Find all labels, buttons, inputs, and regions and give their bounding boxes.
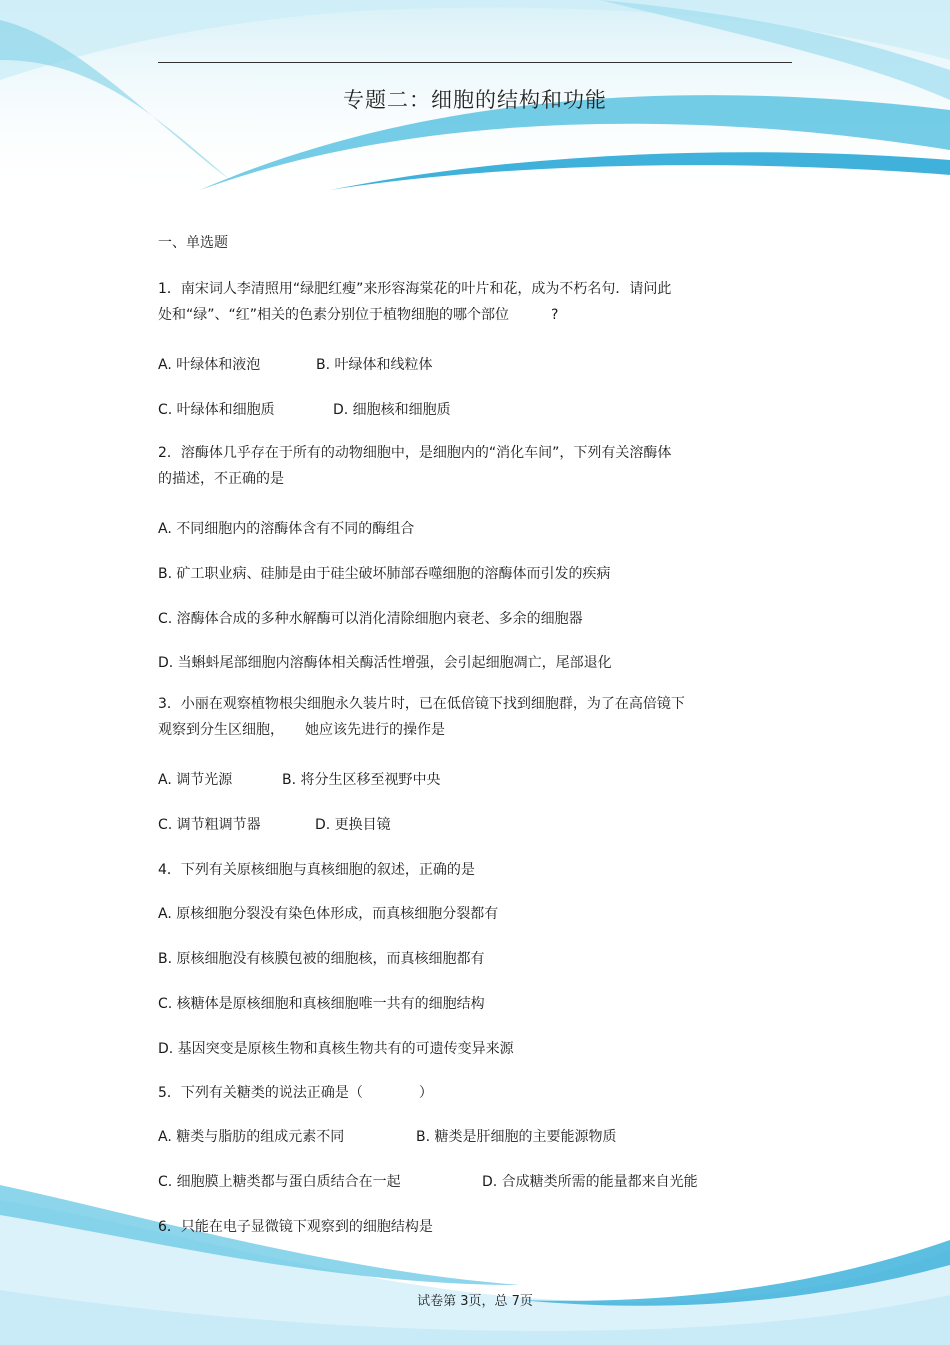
question-4-option-a: A. 原核细胞分裂没有染色体形成，而真核细胞分裂都有 <box>158 906 499 922</box>
question-1-option-c: C. 叶绿体和细胞质 <box>158 402 275 418</box>
question-2-option-b: B. 矿工职业病、硅肺是由于硅尘破坏肺部吞噬细胞的溶酶体而引发的疾病 <box>158 566 611 582</box>
question-1-line2: 处和“绿”、“红”相关的色素分别位于植物细胞的哪个部位 ? <box>158 307 559 323</box>
question-3-stem <box>158 691 738 743</box>
question-3-option-d: D. 更换目镜 <box>315 817 391 833</box>
question-1-stem <box>158 276 738 328</box>
question-1-line1: 1．南宋词人李清照用“绿肥红瘦”来形容海棠花的叶片和花，成为不朽名句．请问此 <box>158 281 672 297</box>
header-rule <box>158 62 792 63</box>
question-1-option-d: D. 细胞核和细胞质 <box>333 402 451 418</box>
question-3-line1: 3．小丽在观察植物根尖细胞永久装片时，已在低倍镜下找到细胞群，为了在高倍镜下 <box>158 696 685 712</box>
page-title: 专题二：细胞的结构和功能 <box>343 88 607 112</box>
question-4-stem: 4．下列有关原核细胞与真核细胞的叙述，正确的是 <box>158 862 475 878</box>
question-2-option-a: A. 不同细胞内的溶酶体含有不同的酶组合 <box>158 521 415 537</box>
question-4-option-b: B. 原核细胞没有核膜包被的细胞核，而真核细胞都有 <box>158 951 485 967</box>
question-3-option-c: C. 调节粗调节器 <box>158 817 261 833</box>
question-6-stem: 6．只能在电子显微镜下观察到的细胞结构是 <box>158 1219 433 1235</box>
question-3-option-b: B. 将分生区移至视野中央 <box>282 772 441 788</box>
question-2-option-c: C. 溶酶体合成的多种水解酶可以消化清除细胞内衰老、多余的细胞器 <box>158 611 583 627</box>
question-2-line2: 的描述，不正确的是 <box>158 471 284 487</box>
question-3-line2: 观察到分生区细胞， 她应该先进行的操作是 <box>158 722 445 738</box>
question-4-option-d: D. 基因突变是原核生物和真核生物共有的可遗传变异来源 <box>158 1041 514 1057</box>
question-5-option-a: A. 糖类与脂肪的组成元素不同 <box>158 1129 345 1145</box>
page-footer: 试卷第 3页，总 7页 <box>417 1294 533 1309</box>
question-2-option-d: D. 当蝌蚪尾部细胞内溶酶体相关酶活性增强，会引起细胞凋亡，尾部退化 <box>158 655 612 671</box>
question-1-option-b: B. 叶绿体和线粒体 <box>316 357 433 373</box>
question-2-line1: 2．溶酶体几乎存在于所有的动物细胞中，是细胞内的“消化车间”，下列有关溶酶体 <box>158 445 672 461</box>
question-2-stem <box>158 440 738 492</box>
question-3-option-a: A. 调节光源 <box>158 772 233 788</box>
question-4-option-c: C. 核糖体是原核细胞和真核细胞唯一共有的细胞结构 <box>158 996 485 1012</box>
question-5-option-b: B. 糖类是肝细胞的主要能源物质 <box>416 1129 617 1145</box>
question-1-option-a: A. 叶绿体和液泡 <box>158 357 261 373</box>
question-5-option-d: D. 合成糖类所需的能量都来自光能 <box>482 1174 698 1190</box>
question-5-option-c: C. 细胞膜上糖类都与蛋白质结合在一起 <box>158 1174 401 1190</box>
question-5-stem: 5．下列有关糖类的说法正确是（ ） <box>158 1085 433 1101</box>
section-heading: 一、单选题 <box>158 235 228 251</box>
